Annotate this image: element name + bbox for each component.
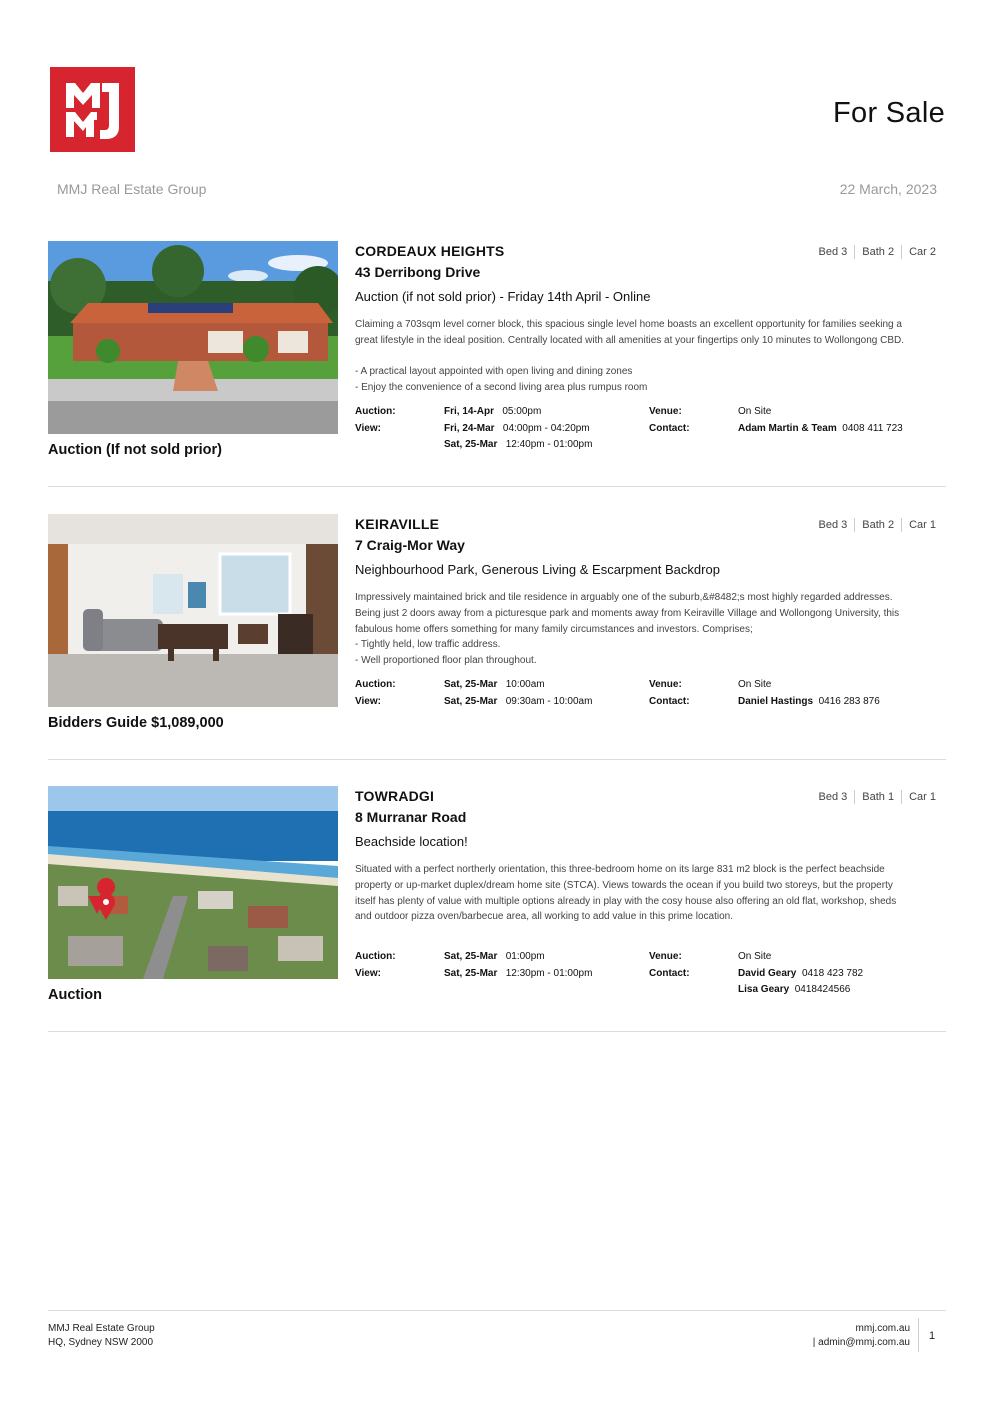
contact-label: Contact:	[649, 967, 690, 979]
view-label: View:	[355, 422, 381, 434]
bath-count: Bath 1	[854, 790, 901, 804]
auction-label: Auction:	[355, 951, 396, 962]
auction-label: Auction:	[355, 406, 396, 417]
agent-contact	[738, 421, 903, 438]
auction-time	[444, 949, 592, 966]
inspection-day: Sat, 25-Mar	[444, 967, 498, 979]
property-features	[812, 790, 936, 804]
agent-name: David Geary	[738, 967, 797, 979]
description-gap	[355, 349, 940, 365]
auction-hour: 10:00am	[505, 679, 545, 690]
auction-hour: 05:00pm	[502, 406, 542, 417]
mmj-logo-mark	[50, 67, 135, 152]
event-times	[444, 949, 592, 982]
page-number: 1	[929, 1330, 936, 1342]
price-guide: Bidders Guide $1,089,000	[48, 715, 224, 731]
agent-phone[interactable]: 0418 423 782	[801, 967, 864, 979]
description-line: Claiming a 703sqm level corner block, this spacious single level home boasts an excellent opportunity for families seeking a	[355, 319, 902, 330]
auction-day: Sat, 25-Mar	[444, 679, 498, 690]
car-count: Car 1	[901, 518, 936, 532]
living-room-photo-illustration	[48, 514, 338, 707]
event-labels	[355, 949, 396, 982]
page-title: For Sale	[833, 97, 945, 129]
auction-time	[444, 404, 592, 421]
venue-value: On Site	[738, 406, 772, 417]
event-labels	[355, 404, 396, 437]
report-date: 22 March, 2023	[839, 181, 937, 197]
auction-day: Fri, 14-Apr	[444, 406, 495, 417]
aerial-beach-photo-illustration	[48, 786, 338, 979]
street-address[interactable]: 43 Derribong Drive	[355, 264, 481, 280]
bed-count: Bed 3	[818, 246, 848, 258]
description-line: great lifestyle in the ideal position. Centrally located with all amenities at your fingertips only 10 minutes to Wollongong CBD.	[355, 334, 904, 346]
description-line: and outdoor pizza oven/barbecue area, all working to add value in this prime location.	[355, 911, 734, 923]
bath-count: Bath 2	[854, 245, 901, 259]
car-count: Car 2	[901, 245, 936, 259]
description-line: Impressively maintained brick and tile residence in arguably one of the suburb,&#8482;s most highly regarded addresses.	[355, 592, 893, 603]
property-features	[812, 245, 936, 259]
footer-website[interactable]: mmj.com.au	[855, 1323, 910, 1334]
suburb-name: TOWRADGI	[355, 788, 435, 804]
footer-address: HQ, Sydney NSW 2000	[48, 1337, 154, 1348]
description-line: Being just 2 doors away from a picturesque park and moments away from Keiraville Village and Wollongong University, this	[355, 607, 900, 619]
venue-label: Venue:	[649, 951, 682, 962]
suburb-name: KEIRAVILLE	[355, 516, 440, 532]
agent-name: Adam Martin & Team	[738, 422, 837, 434]
listing-headline: Beachside location!	[355, 834, 468, 849]
listing-card[interactable]	[48, 241, 946, 487]
brand-logo	[50, 67, 135, 152]
description-line: fabulous home offers something for many family circumstances and investors. Comprises;	[355, 623, 753, 635]
footer-agency-block	[48, 1322, 155, 1350]
listing-description	[355, 590, 940, 669]
auction-hour: 01:00pm	[505, 951, 545, 962]
description-line: Situated with a perfect northerly orientation, this three-bedroom home on its large 831 m2 block is the perfect beachside	[355, 864, 885, 875]
agent-contact	[738, 694, 880, 711]
auction-label: Auction:	[355, 679, 396, 690]
agency-name: MMJ Real Estate Group	[57, 181, 207, 197]
listing-card[interactable]	[48, 786, 946, 1032]
agent-phone[interactable]: 0408 411 723	[842, 422, 903, 434]
venue-contact-values	[738, 949, 863, 999]
inspection-day: Fri, 24-Mar	[444, 422, 495, 434]
description-line: itself has plenty of value with multiple options already in play with the cosy house also offering an old flat, workshop, sheds	[355, 895, 897, 907]
inspection-time	[444, 437, 592, 454]
footer-contact-block	[813, 1322, 910, 1350]
venue-contact-values	[738, 677, 880, 710]
description-line: - Enjoy the convenience of a second living area plus rumpus room	[355, 382, 648, 394]
venue-label: Venue:	[649, 679, 682, 690]
venue-contact-values	[738, 404, 903, 437]
auction-time	[444, 677, 592, 694]
property-photo[interactable]	[48, 241, 338, 434]
footer-divider	[48, 1310, 946, 1311]
street-address[interactable]: 7 Craig-Mor Way	[355, 537, 465, 553]
listing-description	[355, 317, 940, 396]
car-count: Car 1	[901, 790, 936, 804]
view-label: View:	[355, 695, 381, 707]
inspection-hours: 12:40pm - 01:00pm	[505, 439, 593, 450]
agent-name: Daniel Hastings	[738, 695, 814, 707]
listing-description	[355, 862, 940, 925]
agent-contact	[738, 966, 863, 983]
listing-card[interactable]	[48, 514, 946, 760]
listing-headline: Auction (if not sold prior) - Friday 14th April - Online	[355, 289, 651, 304]
inspection-time	[444, 966, 592, 983]
agent-name: Lisa Geary	[738, 984, 790, 995]
property-features	[812, 518, 936, 532]
agent-phone[interactable]: 0416 283 876	[818, 695, 880, 707]
house-photo-illustration	[48, 241, 338, 434]
property-photo[interactable]	[48, 514, 338, 707]
description-line: - A practical layout appointed with open living and dining zones	[355, 366, 633, 378]
footer-separator	[918, 1318, 919, 1352]
property-photo[interactable]	[48, 786, 338, 979]
footer-agency: MMJ Real Estate Group	[48, 1323, 155, 1334]
inspection-day: Sat, 25-Mar	[444, 439, 498, 450]
inspection-hours: 09:30am - 10:00am	[505, 695, 593, 707]
contact-label: Contact:	[649, 695, 690, 707]
agent-phone[interactable]: 0418424566	[794, 984, 851, 995]
inspection-time	[444, 421, 592, 438]
footer-email[interactable]: | admin@mmj.com.au	[812, 1337, 910, 1348]
view-label: View:	[355, 967, 381, 979]
price-guide: Auction	[48, 987, 102, 1003]
bath-count: Bath 2	[854, 518, 901, 532]
venue-contact-labels	[649, 949, 690, 982]
venue-contact-labels	[649, 404, 690, 437]
contact-label: Contact:	[649, 422, 690, 434]
venue-label: Venue:	[649, 406, 682, 417]
event-labels	[355, 677, 396, 710]
inspection-hours: 12:30pm - 01:00pm	[505, 967, 593, 979]
description-line: property or up-market duplex/dream home site (STCA). Views towards the ocean if you build two storeys, but the property	[355, 879, 893, 891]
inspection-time	[444, 694, 592, 711]
venue-contact-labels	[649, 677, 690, 710]
bed-count: Bed 3	[818, 791, 848, 803]
venue-value: On Site	[738, 679, 772, 690]
description-line: - Well proportioned floor plan throughout.	[355, 655, 537, 667]
inspection-day: Sat, 25-Mar	[444, 695, 498, 707]
event-times	[444, 677, 592, 710]
street-address[interactable]: 8 Murranar Road	[355, 809, 467, 825]
description-line: - Tightly held, low traffic address.	[355, 639, 501, 651]
bed-count: Bed 3	[818, 519, 848, 531]
auction-day: Sat, 25-Mar	[444, 951, 498, 962]
listing-headline: Neighbourhood Park, Generous Living & Escarpment Backdrop	[355, 562, 720, 577]
price-guide: Auction (If not sold prior)	[48, 442, 222, 458]
agent-contact	[738, 982, 863, 999]
event-times	[444, 404, 592, 454]
venue-value: On Site	[738, 951, 772, 962]
suburb-name: CORDEAUX HEIGHTS	[355, 243, 505, 259]
inspection-hours: 04:00pm - 04:20pm	[502, 422, 590, 434]
